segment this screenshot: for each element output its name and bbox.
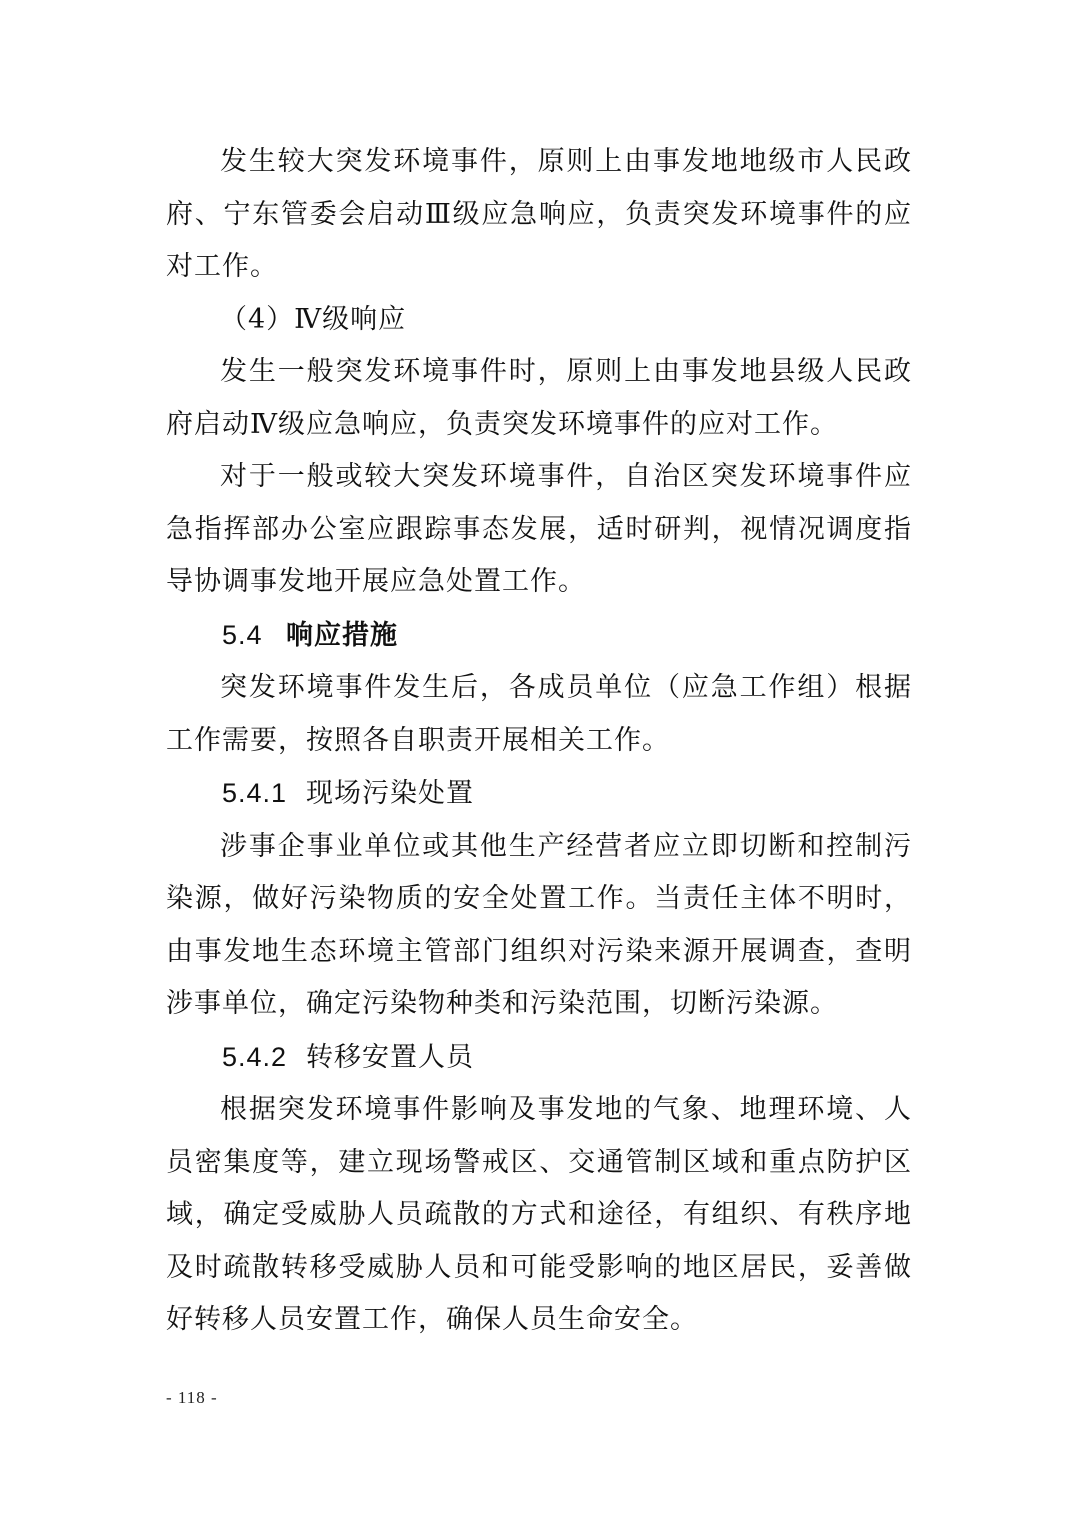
paragraph-response-measures xyxy=(166,662,912,767)
section-title: 转移安置人员 xyxy=(306,1041,474,1073)
section-number: 5.4.1 xyxy=(222,778,288,808)
paragraph-text: 发生较大突发环境事件，原则上由事发地地级市人民政府、宁东管委会启动Ⅲ级应急响应，负责突发环境事件的应对工作。 xyxy=(166,146,912,282)
paragraph-level3-response xyxy=(166,136,912,294)
section-title: 现场污染处置 xyxy=(306,778,474,809)
paragraph-level4-response xyxy=(166,346,912,451)
paragraph-pollution-disposal xyxy=(166,821,912,1031)
paragraph-text: 根据突发环境事件影响及事发地的气象、地理环境、人员密集度等，建立现场警戒区、交通管制区域和重点防护区域，确定受威胁人员疏散的方式和途径，有组织、有秩序地及时疏散转移受威胁人员和可能受影响的地区居民，妥善做好转移人员安置工作，确保人员生命安全。 xyxy=(166,1094,912,1335)
section-number: 5.4.2 xyxy=(222,1041,288,1072)
paragraph-text: 对于一般或较大突发环境事件，自治区突发环境事件应急指挥部办公室应跟踪事态发展，适时研判，视情况调度指导协调事发地开展应急处置工作。 xyxy=(166,461,912,597)
paragraph-text: 发生一般突发环境事件时，原则上由事发地县级人民政府启动Ⅳ级应急响应，负责突发环境事件的应对工作。 xyxy=(166,356,912,440)
paragraph-command-office xyxy=(166,451,912,609)
paragraph-text: 突发环境事件发生后，各成员单位（应急工作组）根据工作需要，按照各自职责开展相关工作。 xyxy=(166,672,912,756)
section-number: 5.4 xyxy=(222,619,263,650)
paragraph-relocation xyxy=(166,1084,912,1347)
section-heading-5-4-2 xyxy=(166,1031,912,1085)
section-heading-5-4-1 xyxy=(166,767,912,821)
heading-level4-response xyxy=(166,294,912,347)
heading-text: （4）Ⅳ级响应 xyxy=(220,303,407,335)
section-title: 响应措施 xyxy=(286,619,398,651)
page-content xyxy=(166,136,912,1347)
section-heading-5-4 xyxy=(166,609,912,663)
page-number: - 118 - xyxy=(166,1388,218,1407)
paragraph-text: 涉事企事业单位或其他生产经营者应立即切断和控制污染源，做好污染物质的安全处置工作。当责任主体不明时，由事发地生态环境主管部门组织对污染来源开展调查，查明涉事单位，确定污染物种类和污染范围，切断污染源。 xyxy=(166,830,912,1019)
